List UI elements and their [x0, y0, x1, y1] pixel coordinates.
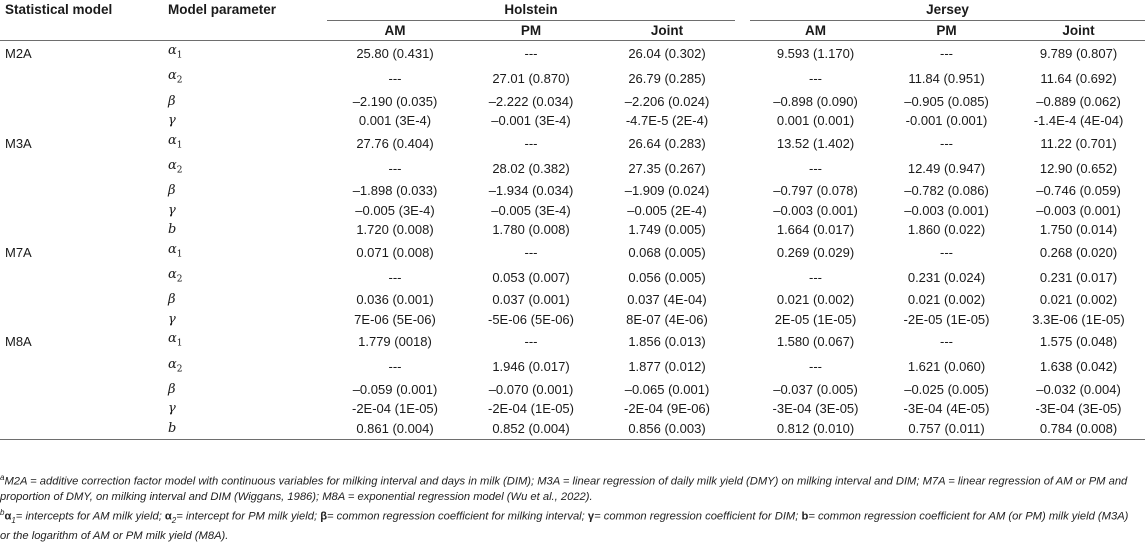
value-cell: --- — [940, 45, 954, 61]
value-cell: –0.005 (3E-4) — [355, 202, 435, 218]
value-cell: --- — [809, 269, 823, 285]
table-row — [0, 181, 1145, 201]
value-cell: 1.750 (0.014) — [1039, 222, 1118, 238]
value-cell: 0.269 (0.029) — [776, 244, 855, 260]
parameter-cell: b — [168, 222, 177, 238]
model-cell — [0, 201, 162, 221]
value-cell: 0.861 (0.004) — [327, 419, 463, 439]
value-cell: --- — [388, 359, 402, 375]
value-cell: 1.749 (0.005) — [628, 222, 706, 238]
value-cell: –0.003 (0.001) — [1036, 202, 1121, 218]
value-cell: 13.52 (1.402) — [776, 135, 855, 151]
table-row — [0, 329, 1145, 354]
value-cell: –0.070 (0.001) — [488, 381, 574, 397]
value-cell: 1.946 (0.017) — [492, 359, 570, 375]
value-cell: –0.003 (0.001) — [773, 202, 858, 218]
value-cell: --- — [388, 71, 402, 87]
table-row — [0, 220, 1145, 240]
parameter-cell: β — [168, 381, 176, 397]
table-row — [0, 131, 1145, 156]
table-row — [0, 380, 1145, 400]
parameter-cell: $\alpha_2$ — [168, 68, 183, 86]
header-holstein-pm: PM — [463, 20, 599, 41]
value-cell: 11.84 (0.951) — [908, 71, 985, 87]
value-cell: –0.037 (0.005) — [773, 381, 858, 397]
footnotes — [0, 470, 1140, 544]
value-cell: –0.001 (3E-4) — [491, 113, 571, 129]
value-cell: 0.231 (0.024) — [907, 269, 986, 285]
value-cell: -1.4E-4 (4E-04) — [1033, 113, 1124, 129]
table-row — [0, 92, 1145, 112]
header-statistical-model: Statistical model — [5, 2, 113, 18]
table-row — [0, 240, 1145, 265]
parameter-cell: β — [168, 183, 176, 199]
value-cell: 11.22 (0.701) — [1040, 135, 1117, 151]
value-cell: 0.021 (0.002) — [907, 292, 986, 308]
model-cell — [0, 419, 162, 439]
header-holstein-joint: Joint — [599, 20, 735, 41]
value-cell: --- — [809, 160, 823, 176]
model-cell — [0, 399, 162, 419]
value-cell: 1.575 (0.048) — [1039, 334, 1118, 350]
value-cell: 0.856 (0.003) — [599, 419, 735, 439]
value-cell: 25.80 (0.431) — [356, 45, 434, 61]
value-cell: 1.877 (0.012) — [628, 359, 706, 375]
value-cell: --- — [940, 334, 954, 350]
parameter-cell: $\alpha_2$ — [168, 267, 183, 285]
table-row — [0, 156, 1145, 181]
value-cell: –0.005 (3E-4) — [491, 202, 571, 218]
value-cell: 27.35 (0.267) — [628, 160, 706, 176]
parameter-cell: β — [168, 93, 176, 109]
value-cell: –2.190 (0.035) — [352, 93, 438, 109]
header-holstein: Holstein — [327, 0, 735, 20]
value-cell: 0.757 (0.011) — [881, 419, 1012, 439]
value-cell: 8E-07 (4E-06) — [626, 311, 708, 327]
value-cell: 26.79 (0.285) — [628, 71, 706, 87]
header-jersey-pm: PM — [881, 20, 1012, 41]
header-holstein-am: AM — [327, 20, 463, 41]
header-jersey-joint: Joint — [1012, 20, 1145, 41]
value-cell: 0.056 (0.005) — [628, 269, 706, 285]
value-cell: –1.898 (0.033) — [352, 183, 438, 199]
parameter-cell: $\alpha_2$ — [168, 157, 183, 176]
header-model-parameter: Model parameter — [168, 2, 277, 18]
value-cell: 0.268 (0.020) — [1039, 244, 1118, 260]
value-cell: 1.664 (0.017) — [776, 222, 855, 238]
value-cell: -2E-04 (1E-05) — [488, 401, 574, 417]
value-cell: 3.3E-06 (1E-05) — [1032, 311, 1125, 327]
model-cell — [0, 310, 162, 330]
value-cell: –2.222 (0.034) — [488, 93, 574, 109]
value-cell: –0.003 (0.001) — [904, 202, 989, 218]
value-cell: –0.905 (0.085) — [904, 93, 989, 109]
parameter-cell: $\alpha_2$ — [168, 356, 183, 375]
value-cell: -3E-04 (4E-05) — [903, 401, 990, 417]
table-row — [0, 111, 1145, 131]
value-cell: --- — [940, 135, 954, 151]
value-cell: --- — [524, 45, 538, 61]
value-cell: 0.784 (0.008) — [1012, 419, 1145, 439]
value-cell: 1.780 (0.008) — [492, 222, 570, 238]
header-jersey-am: AM — [750, 20, 881, 41]
value-cell: 0.036 (0.001) — [356, 292, 434, 308]
value-cell: 0.231 (0.017) — [1039, 269, 1118, 285]
value-cell: 0.021 (0.002) — [1039, 292, 1118, 308]
value-cell: 1.720 (0.008) — [356, 222, 434, 238]
value-cell: 1.779 (0018) — [358, 334, 432, 350]
model-cell — [0, 92, 162, 112]
model-cell: M8A — [5, 334, 32, 350]
value-cell: –0.746 (0.059) — [1036, 183, 1121, 199]
value-cell: 7E-06 (5E-06) — [354, 311, 436, 327]
value-cell: --- — [388, 160, 402, 176]
parameter-cell: $\alpha_1$ — [168, 241, 183, 260]
value-cell: --- — [809, 71, 823, 87]
value-cell: 11.64 (0.692) — [1040, 71, 1117, 87]
value-cell: -2E-05 (1E-05) — [903, 311, 990, 327]
parameter-cell: γ — [168, 113, 176, 129]
table-body — [0, 41, 1145, 439]
value-cell: -3E-04 (3E-05) — [772, 401, 859, 417]
value-cell: --- — [524, 135, 538, 151]
parameter-cell: $\alpha_1$ — [168, 331, 183, 350]
table-row — [0, 66, 1145, 91]
model-cell: M2A — [5, 45, 32, 61]
value-cell: 12.49 (0.947) — [907, 160, 986, 176]
parameter-cell: β — [168, 292, 176, 308]
table-row — [0, 310, 1145, 330]
value-cell: 1.580 (0.067) — [776, 334, 855, 350]
value-cell: 2E-05 (1E-05) — [774, 311, 857, 327]
value-cell: --- — [940, 244, 954, 260]
model-cell: M3A — [5, 135, 32, 151]
value-cell: –0.797 (0.078) — [773, 183, 858, 199]
value-cell: -4.7E-5 (2E-4) — [625, 113, 709, 129]
model-cell — [0, 380, 162, 400]
value-cell: --- — [388, 269, 402, 285]
value-cell: –1.934 (0.034) — [488, 183, 574, 199]
parameter-cell: γ — [168, 401, 176, 417]
value-cell: 28.02 (0.382) — [492, 160, 570, 176]
value-cell: 1.860 (0.022) — [907, 222, 986, 238]
header-jersey: Jersey — [750, 0, 1145, 20]
value-cell: 27.76 (0.404) — [356, 135, 434, 151]
model-cell: M7A — [5, 244, 32, 260]
value-cell: --- — [524, 334, 538, 350]
parameter-cell: γ — [168, 202, 176, 218]
table-row — [0, 265, 1145, 290]
value-cell: 1.638 (0.042) — [1039, 359, 1118, 375]
value-cell: 0.001 (3E-4) — [358, 113, 432, 129]
parameter-cell: γ — [168, 311, 176, 327]
value-cell: 9.789 (0.807) — [1039, 45, 1118, 61]
value-cell: 1.856 (0.013) — [628, 334, 706, 350]
value-cell: --- — [809, 359, 823, 375]
value-cell: –0.898 (0.090) — [773, 93, 858, 109]
parameter-cell: $\alpha_1$ — [168, 43, 183, 61]
value-cell: 0.021 (0.002) — [776, 292, 855, 308]
value-cell: –1.909 (0.024) — [624, 183, 710, 199]
parameter-cell: $\alpha_1$ — [168, 132, 183, 151]
value-cell: –2.206 (0.024) — [624, 93, 710, 109]
value-cell: –0.059 (0.001) — [352, 381, 438, 397]
value-cell: –0.025 (0.005) — [904, 381, 989, 397]
value-cell: -0.001 (0.001) — [905, 113, 988, 129]
model-cell — [0, 181, 162, 201]
value-cell: --- — [524, 244, 538, 260]
model-cell — [0, 111, 162, 131]
table-row — [0, 201, 1145, 221]
value-cell: 26.04 (0.302) — [628, 45, 706, 61]
value-cell: –0.889 (0.062) — [1036, 93, 1121, 109]
value-cell: 27.01 (0.870) — [492, 71, 570, 87]
value-cell: -3E-04 (3E-05) — [1035, 401, 1122, 417]
table-row — [0, 399, 1145, 419]
value-cell: -2E-04 (9E-06) — [624, 401, 710, 417]
value-cell: 0.037 (0.001) — [492, 292, 570, 308]
value-cell: 26.64 (0.283) — [628, 135, 706, 151]
value-cell: 0.053 (0.007) — [492, 269, 570, 285]
value-cell: 0.037 (4E-04) — [627, 292, 707, 308]
model-cell — [0, 220, 162, 240]
model-cell — [0, 290, 162, 310]
value-cell: –0.782 (0.086) — [904, 183, 989, 199]
value-cell: 0.812 (0.010) — [750, 419, 881, 439]
model-cell — [0, 355, 162, 380]
table-row — [0, 355, 1145, 380]
footnote-a: $^a$M2A = additive correction factor model with continuous variables for milking interval and days in milk (DIM); M3A = linear regression of daily milk yield (DMY) on milking interval and DIM; M7A = linear regression of AM or PM and proportion of DMY, on milking interval and DIM (Wiggans, 1986); M8A = exponential regression model (Wu et al., 2022). — [0, 473, 1128, 504]
parameter-cell: b — [162, 419, 327, 439]
value-cell: 9.593 (1.170) — [776, 45, 855, 61]
model-cell — [0, 156, 162, 181]
footnote-b: $^b\alpha_1=$ intercepts for AM milk yield; $\alpha_2=$ intercept for PM milk yield; β= common regression coefficient for milking interval; γ= common regression coefficient for DIM; b= common regression coefficient for AM (or PM) milk yield (M3A) or the logarithm of AM or PM milk yield (M8A). — [0, 508, 1129, 542]
model-cell — [0, 66, 162, 91]
value-cell: 1.621 (0.060) — [907, 359, 986, 375]
model-cell — [0, 265, 162, 290]
value-cell: –0.065 (0.001) — [624, 381, 710, 397]
value-cell: 0.071 (0.008) — [356, 244, 434, 260]
table-row — [0, 419, 1145, 439]
value-cell: -5E-06 (5E-06) — [488, 311, 574, 327]
value-cell: 0.852 (0.004) — [463, 419, 599, 439]
value-cell: -2E-04 (1E-05) — [352, 401, 438, 417]
value-cell: –0.005 (2E-4) — [627, 202, 707, 218]
table-row — [0, 290, 1145, 310]
value-cell: –0.032 (0.004) — [1036, 381, 1121, 397]
value-cell: 0.068 (0.005) — [628, 244, 706, 260]
value-cell: 0.001 (0.001) — [776, 113, 855, 129]
table-row — [0, 41, 1145, 67]
value-cell: 12.90 (0.652) — [1039, 160, 1118, 176]
